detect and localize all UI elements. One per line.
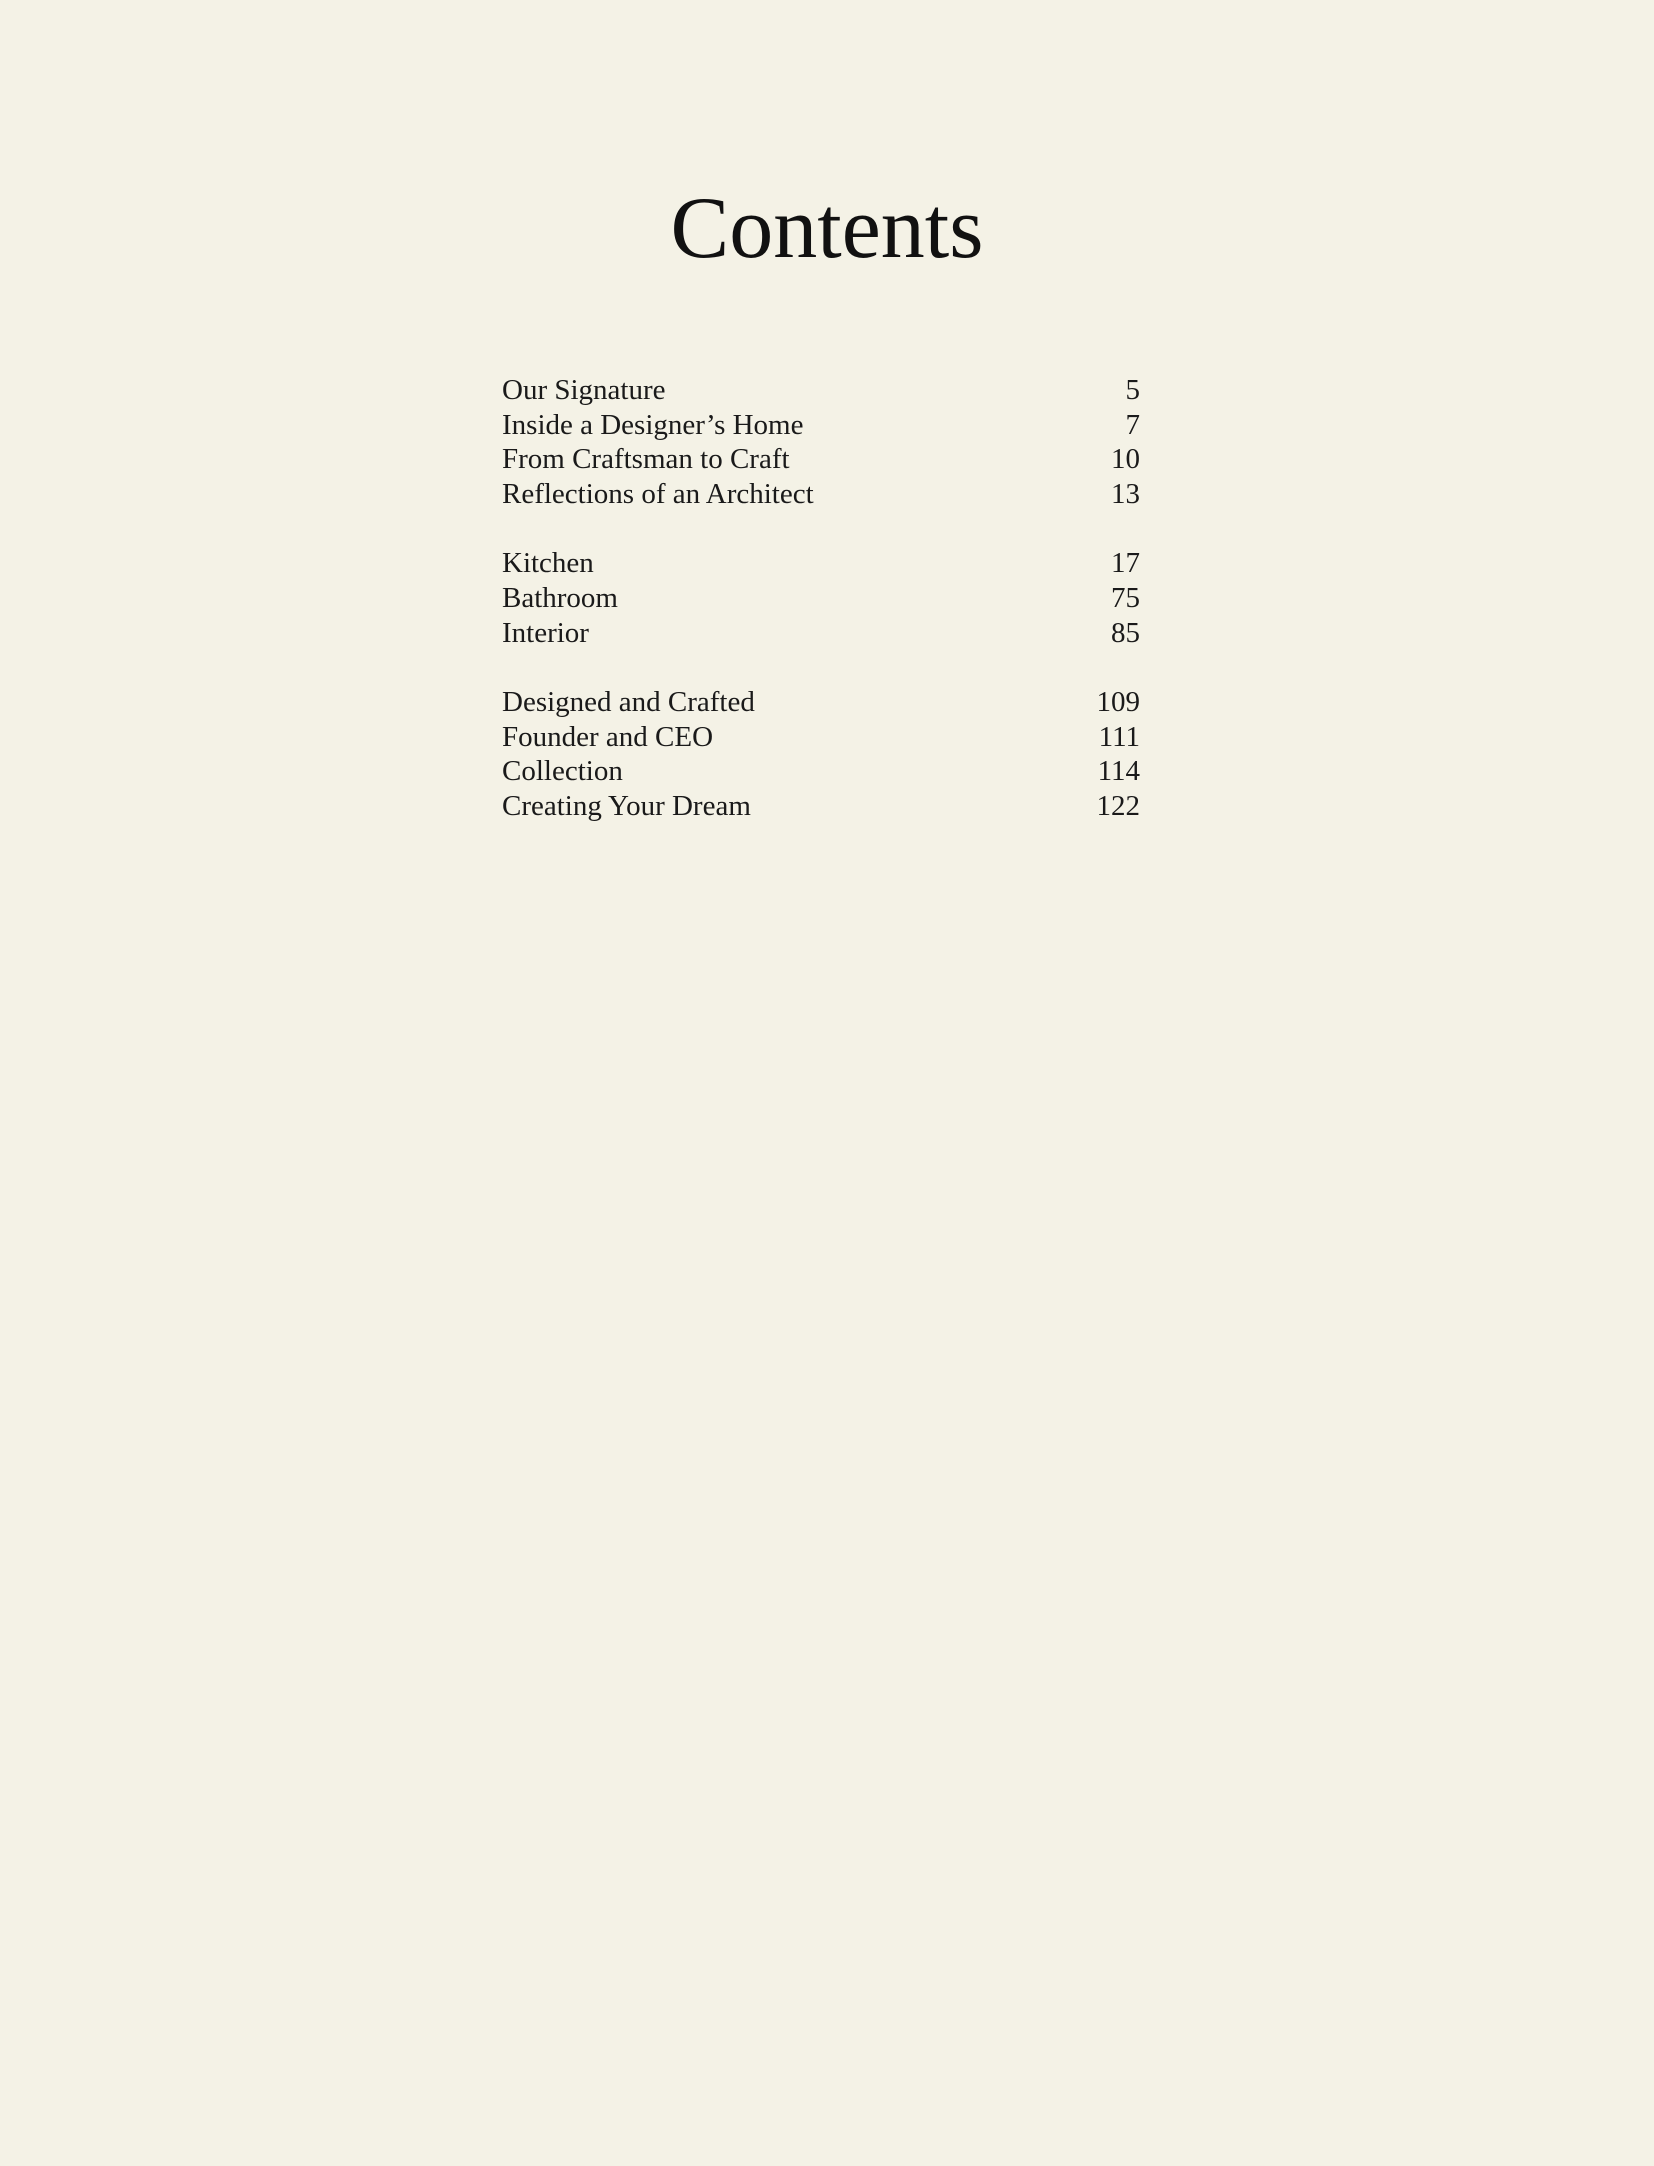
toc-entry[interactable] xyxy=(502,408,1140,443)
toc-entry-title: Reflections of an Architect xyxy=(502,478,814,511)
toc-entry-page: 111 xyxy=(1098,720,1140,753)
toc-entry[interactable] xyxy=(502,754,1140,789)
toc-entry[interactable] xyxy=(502,720,1140,755)
toc-entry-title: Bathroom xyxy=(502,581,618,614)
toc-entry-title: Interior xyxy=(502,616,589,649)
toc-entry-page: 75 xyxy=(1111,581,1140,614)
table-of-contents xyxy=(502,373,1140,858)
toc-entry[interactable] xyxy=(502,789,1140,824)
toc-entry-page: 10 xyxy=(1111,443,1140,476)
toc-section xyxy=(502,546,1140,650)
toc-entry[interactable] xyxy=(502,685,1140,720)
toc-entry[interactable] xyxy=(502,616,1140,651)
toc-entry[interactable] xyxy=(502,442,1140,477)
toc-entry-title: Designed and Crafted xyxy=(502,685,755,718)
toc-entry-title: Collection xyxy=(502,755,623,788)
toc-entry-page: 122 xyxy=(1096,789,1140,822)
toc-entry[interactable] xyxy=(502,546,1140,581)
toc-entry-title: Inside a Designer’s Home xyxy=(502,408,804,441)
toc-entry-title: Creating Your Dream xyxy=(502,789,751,822)
toc-entry[interactable] xyxy=(502,581,1140,616)
toc-entry-page: 17 xyxy=(1111,547,1140,580)
toc-entry-title: Our Signature xyxy=(502,374,666,406)
toc-entry-page: 109 xyxy=(1096,685,1140,718)
toc-entry-page: 13 xyxy=(1111,478,1140,511)
toc-entry[interactable] xyxy=(502,477,1140,512)
toc-section xyxy=(502,373,1140,512)
toc-entry-title: Founder and CEO xyxy=(502,720,714,753)
toc-entry[interactable] xyxy=(502,373,1140,408)
toc-entry-title: Kitchen xyxy=(502,547,594,580)
toc-entry-page: 85 xyxy=(1111,616,1140,649)
toc-section xyxy=(502,685,1140,824)
toc-entry-page: 7 xyxy=(1125,408,1140,441)
toc-entry-title: From Craftsman to Craft xyxy=(502,443,790,476)
toc-entry-page: 5 xyxy=(1125,374,1140,406)
toc-entry-page: 114 xyxy=(1097,755,1140,788)
page-title: Contents xyxy=(670,180,984,277)
